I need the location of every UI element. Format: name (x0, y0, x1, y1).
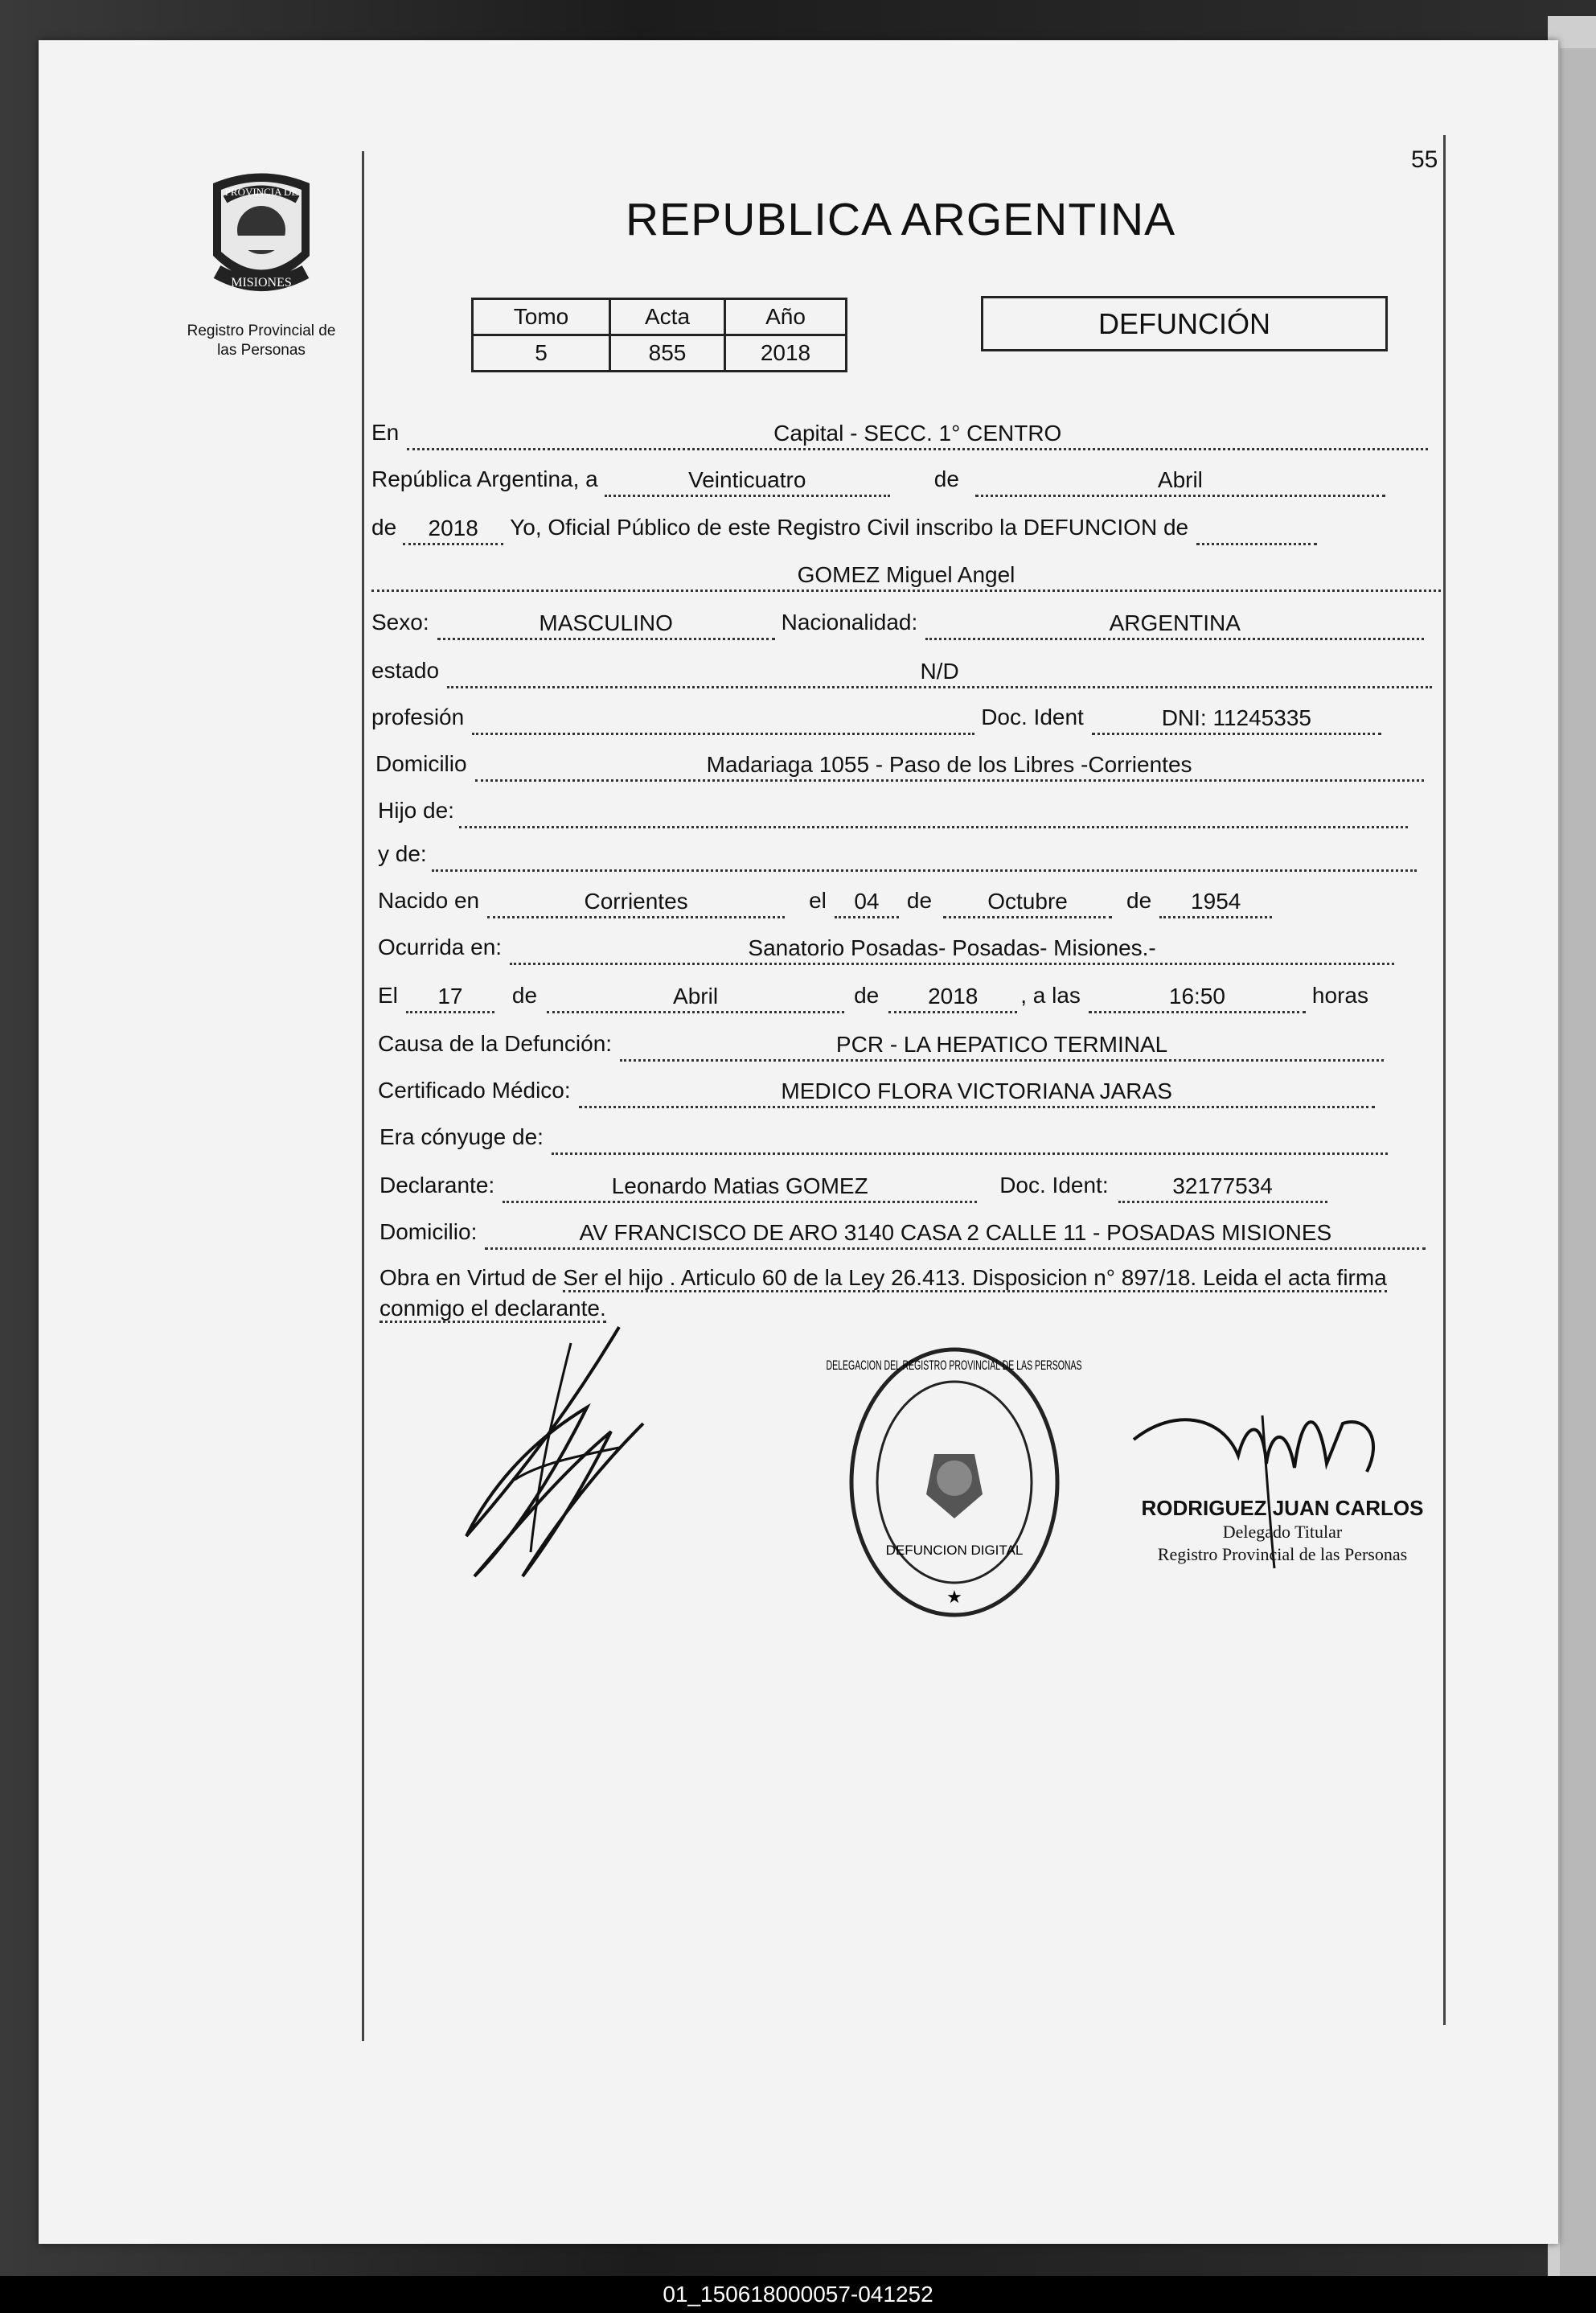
page-title: REPUBLICA ARGENTINA (626, 194, 1176, 245)
registry-name (161, 322, 362, 360)
header-anio: Año (725, 299, 847, 335)
registry-line1: Registro Provincial de (187, 323, 336, 339)
value-tomo: 5 (473, 335, 610, 372)
header-acta: Acta (610, 299, 725, 335)
header-tomo: Tomo (473, 299, 610, 335)
field-doc-declarante: 32177534 (1118, 1173, 1327, 1203)
stamp-ring-text: DELEGACION DEL REGISTRO PROVINCIAL DE LAS PERSONAS (826, 1357, 1082, 1373)
official-stamp-icon (826, 1341, 1082, 1623)
field-death-time: 16:50 (1089, 984, 1306, 1013)
row-domicilio-declarante (380, 1218, 1426, 1250)
field-month: Abril (975, 467, 1385, 497)
field-death-month: Abril (547, 984, 844, 1013)
row-name (371, 560, 1441, 592)
seal-text-bottom: MISIONES (231, 276, 292, 290)
page-edge (1560, 48, 1596, 2276)
label-domicilio-declarante: Domicilio: (380, 1219, 478, 1244)
official-name: RODRIGUEZ JUAN CARLOS (1141, 1496, 1424, 1520)
label-nacionalidad: Nacionalidad: (781, 610, 918, 635)
label-de: de (511, 983, 538, 1008)
field-profesion (472, 705, 974, 735)
page-number: 55 (1411, 146, 1438, 173)
label-doc: Doc. Ident (981, 705, 1084, 729)
field-year: 2018 (403, 516, 503, 545)
field-yde (432, 842, 1417, 872)
row-hijo (378, 796, 1408, 828)
label-conyuge: Era cónyuge de: (380, 1124, 544, 1149)
value-anio: 2018 (725, 335, 847, 372)
row-conyuge (380, 1123, 1388, 1155)
virtud-text: Ser el hijo . Articulo 60 de la Ley 26.413. Disposicion n° 897/18. Leida el acta firma conmigo el declarante. (380, 1265, 1387, 1323)
row-profesion (371, 703, 1381, 735)
field-estado: N/D (447, 659, 1432, 688)
label-de: de (933, 466, 959, 491)
row-causa (378, 1029, 1384, 1062)
row-date (371, 465, 1385, 497)
field-conyuge (552, 1125, 1388, 1155)
label-sexo: Sexo: (371, 610, 429, 635)
field-nacionalidad: ARGENTINA (925, 610, 1424, 640)
label-el: El (378, 983, 398, 1008)
field-death-year: 2018 (888, 984, 1017, 1013)
label-horas: horas (1311, 983, 1368, 1008)
field-birth-year: 1954 (1159, 889, 1272, 918)
value-acta: 855 (610, 335, 725, 372)
field-causa: PCR - LA HEPATICO TERMINAL (620, 1032, 1384, 1062)
label-certificado: Certificado Médico: (378, 1078, 571, 1103)
margin-line-right (1443, 135, 1446, 2025)
label-republica: República Argentina, a (371, 466, 598, 491)
row-declarante (380, 1171, 1327, 1203)
yo-text: Yo, Oficial Público de este Registro Civil inscribo la DEFUNCION de (510, 515, 1189, 540)
label-doc-declarante: Doc. Ident: (999, 1173, 1109, 1198)
label-de: de (854, 983, 880, 1008)
virtud-prefix: Obra en Virtud de (380, 1265, 557, 1290)
label-causa: Causa de la Defunción: (378, 1031, 613, 1056)
seal-text-top: PROVINCIA DE (224, 186, 298, 198)
row-yde (378, 840, 1417, 872)
margin-line-left (362, 151, 364, 2041)
field-death-day: 17 (406, 984, 494, 1013)
label-en: En (371, 420, 400, 445)
registry-line2: las Personas (217, 342, 306, 359)
row-ocurrida (378, 933, 1394, 965)
record-type-box: DEFUNCIÓN (981, 296, 1388, 351)
official-block (1122, 1496, 1443, 1566)
row-nacido (378, 886, 1272, 918)
field-deceased-name: GOMEZ Miguel Angel (371, 562, 1441, 592)
field-declarante: Leonardo Matias GOMEZ (503, 1173, 977, 1203)
row-sexo (371, 608, 1424, 640)
field-doc: DNI: 11245335 (1092, 705, 1381, 735)
label-hijo: Hijo de: (378, 798, 454, 823)
row-certificado (378, 1076, 1375, 1108)
row-yo (371, 513, 1317, 545)
province-seal-icon (197, 167, 326, 304)
row-death-date (378, 981, 1368, 1013)
field-certificado: MEDICO FLORA VICTORIANA JARAS (579, 1078, 1375, 1108)
field-blank (1196, 516, 1317, 545)
declarant-signature-icon (450, 1311, 659, 1600)
label-profesion: profesión (371, 705, 465, 729)
svg-text:★: ★ (946, 1587, 962, 1607)
field-birth-month: Octubre (943, 889, 1112, 918)
label-de: de (906, 888, 933, 913)
field-birth-day: 04 (835, 889, 899, 918)
field-day: Veinticuatro (605, 467, 890, 497)
label-nacido: Nacido en (378, 888, 480, 913)
record-table (471, 298, 847, 372)
label-domicilio: Domicilio (375, 751, 467, 776)
field-hijo (459, 799, 1408, 828)
label-estado: estado (371, 658, 440, 683)
label-ocurrida: Ocurrida en: (378, 935, 503, 959)
field-ocurrida: Sanatorio Posadas- Posadas- Misiones.- (510, 935, 1394, 965)
field-birthplace: Corrientes (487, 889, 785, 918)
row-domicilio (375, 750, 1424, 782)
field-domicilio: Madariaga 1055 - Paso de los Libres -Corrientes (475, 752, 1424, 782)
row-en (371, 418, 1428, 450)
official-org: Registro Provincial de las Personas (1157, 1544, 1408, 1564)
footer-id: 01_150618000057-041252 (0, 2276, 1596, 2313)
field-sexo: MASCULINO (437, 610, 775, 640)
official-title: Delegado Titular (1222, 1522, 1343, 1542)
stamp-inner-text: DEFUNCION DIGITAL (885, 1543, 1024, 1558)
field-domicilio-declarante: AV FRANCISCO DE ARO 3140 CASA 2 CALLE 11 - POSADAS MISIONES (485, 1220, 1426, 1250)
label-alas: , a las (1020, 983, 1081, 1008)
label-de: de (1126, 888, 1152, 913)
label-el: el (809, 888, 827, 913)
label-de: de (371, 515, 397, 540)
label-declarante: Declarante: (380, 1173, 495, 1198)
field-en: Capital - SECC. 1° CENTRO (407, 421, 1428, 450)
label-yde: y de: (378, 841, 427, 866)
row-estado (371, 656, 1432, 688)
